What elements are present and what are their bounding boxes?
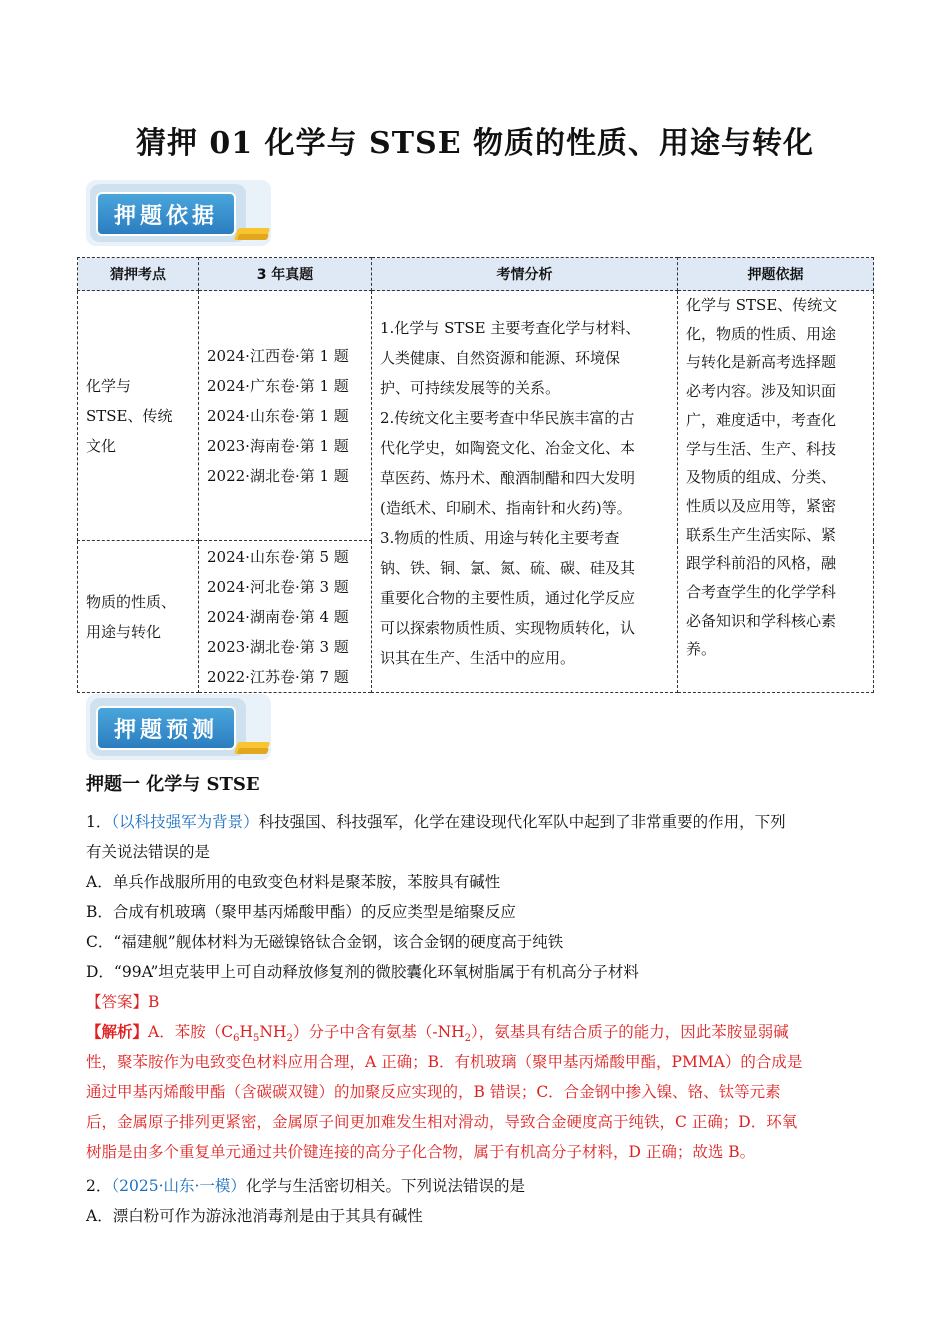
exam-item: 2023·海南卷·第 1 题 [207, 436, 349, 455]
question-tag: （以科技强军为背景） [111, 813, 259, 831]
exam-item: 2023·湖北卷·第 3 题 [207, 637, 349, 656]
section-heading: 押题一 化学与 STSE [86, 774, 260, 795]
option: A．单兵作战服所用的电致变色材料是聚苯胺，苯胺具有碱性 [86, 873, 501, 891]
exam-item: 2024·山东卷·第 5 题 [207, 547, 349, 566]
exam-list [199, 291, 372, 541]
table-header-row [78, 258, 874, 291]
banner-basis [86, 180, 271, 246]
question-tag: （2025·山东·一模） [111, 1177, 246, 1195]
basis-table [77, 257, 874, 693]
table-header: 猜押考点 [78, 258, 199, 291]
option: C．“福建舰”舰体材料为无磁镍铬钛合金钢，该合金钢的硬度高于纯铁 [86, 933, 564, 951]
analysis-cell: 1.化学与 STSE 主要考查化学与材料、 人类健康、自然资源和能源、环境保 护、可持续发展等的关系。 2.传统文化主要考查中华民族丰富的古 代化学史，如陶瓷文化、冶金文化、本 草医药、炼丹术、酿酒制醋和四大发明 (造纸术、印刷术、指南针和火药)等。 3.物质的性质、用途与转化主要考查 钠、铁、铜、氯、氮、硫、碳、硅及其 重要化合物的主要性质，通过化学反应 可以探索物质性质、实现物质转化，认 识其在生产、生活中的应用。 [372, 291, 678, 693]
option: D．“99A”坦克装甲上可自动释放修复剂的微胶囊化环氧树脂属于有机高分子材料 [86, 963, 639, 981]
exam-item: 2024·山东卷·第 1 题 [207, 406, 349, 425]
topic-cell: 物质的性质、 用途与转化 [78, 541, 199, 693]
exam-list [199, 541, 372, 693]
exam-item: 2024·广东卷·第 1 题 [207, 376, 349, 395]
answer: 【答案】B [86, 993, 160, 1011]
page-title: 猜押 01 化学与 STSE 物质的性质、用途与转化 [135, 126, 815, 161]
exam-item: 2022·江苏卷·第 7 题 [207, 667, 349, 686]
table-header: 3 年真题 [199, 258, 372, 291]
exam-item: 2024·河北卷·第 3 题 [207, 577, 349, 596]
option: A．漂白粉可作为游泳池消毒剂是由于其具有碱性 [86, 1207, 423, 1225]
exam-item: 2022·湖北卷·第 1 题 [207, 466, 349, 485]
exam-item: 2024·江西卷·第 1 题 [207, 346, 349, 365]
question-2: 2．（2025·山东·一模）化学与生活密切相关。下列说法错误的是 A．漂白粉可作为游泳池消毒剂是由于其具有碱性 [86, 1171, 866, 1231]
option: B．合成有机玻璃（聚甲基丙烯酸甲酯）的反应类型是缩聚反应 [86, 903, 516, 921]
topic-cell: 化学与 STSE、传统 文化 [78, 291, 199, 541]
table-header: 考情分析 [372, 258, 678, 291]
exam-item: 2024·湖南卷·第 4 题 [207, 607, 349, 626]
basis-cell: 化学与 STSE、传统文 化，物质的性质、用途 与转化是新高考选择题 必考内容。涉及知识面 广，难度适中，考查化 学与生活、生产、科技 及物质的组成、分类、 性质以及应用等，紧密 联系生产生活实际、紧 跟学科前沿的风格，融 合考查学生的化学学科 必备知识和学科核心素 养。 [678, 291, 874, 693]
banner-prediction [86, 694, 271, 760]
banner-prediction-label: 押题预测 [96, 706, 236, 750]
table-header: 押题依据 [678, 258, 874, 291]
banner-basis-label: 押题依据 [96, 192, 236, 236]
analysis-text: 【解析】A．苯胺$(C_6H_5NH_2)$分子中含有氨基$(-NH_2)$，氨基具有结合质子的能力，因此苯胺显弱碱 [86, 1022, 789, 1045]
question-1: 1．（以科技强军为背景）科技强国、科技强军，化学在建设现代化军队中起到了非常重要的作用，下列 有关说法错误的是 A．单兵作战服所用的电致变色材料是聚苯胺，苯胺具有碱性 B．合成有机玻璃（聚甲基丙烯酸甲酯）的反应类型是缩聚反应 C．“福建舰”舰体材料为无磁镍铬钛合金钢，该合金钢的硬度高于纯铁 D．“99A”坦克装甲上可自动释放修复剂的微胶囊化环氧树脂属于有机高分子材料 【答案】B 【解析】A．苯胺$(C_6H_5NH_2)$分子中含有氨基$(-NH_2)$，氨基具有结合质子的能力，因此苯胺显弱碱 性，聚苯胺作为电致变色材料应用合理，A 正确；B．有机玻璃（聚甲基丙烯酸甲酯，PMMA）的合成是 通过甲基丙烯酸甲酯（含碳碳双键）的加聚反应实现的，B 错误；C．合金钢中掺入镍、铬、钛等元素 后，金属原子排列更紧密，金属原子间更加难发生相对滑动，导致合金硬度高于纯铁，C 正确；D．环氧 树脂是由多个重复单元通过共价键连接的高分子化合物，属于有机高分子材料，D 正确；故选 B。 [86, 807, 866, 1167]
